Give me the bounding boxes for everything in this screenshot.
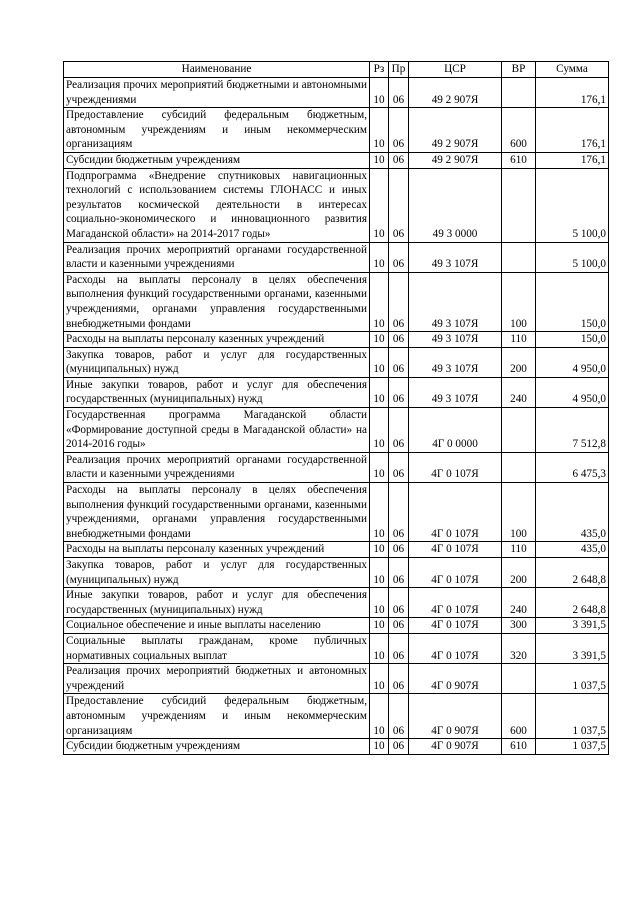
- row-vr: [502, 452, 536, 482]
- row-name: Иные закупки товаров, работ и услуг для обеспечения государственных (муниципальных) нужд: [64, 377, 370, 407]
- row-vr: [502, 78, 536, 108]
- row-pr: 06: [389, 242, 409, 272]
- row-rz: 10: [370, 542, 389, 558]
- table-row: [64, 78, 609, 108]
- row-sum: 1 037,5: [536, 664, 609, 694]
- row-csr: 4Г 0 107Я: [409, 618, 502, 634]
- table-header-row: [64, 62, 609, 78]
- row-sum: 435,0: [536, 542, 609, 558]
- row-name: Реализация прочих мероприятий органами государственной власти и казенными учреждениями: [64, 452, 370, 482]
- row-pr: 06: [389, 664, 409, 694]
- row-rz: 10: [370, 633, 389, 663]
- row-pr: 06: [389, 347, 409, 377]
- row-vr: 600: [502, 108, 536, 153]
- table-row: [64, 332, 609, 348]
- row-rz: 10: [370, 377, 389, 407]
- table-row: [64, 242, 609, 272]
- row-csr: 49 3 107Я: [409, 347, 502, 377]
- row-vr: 110: [502, 332, 536, 348]
- row-sum: 150,0: [536, 332, 609, 348]
- budget-table: [63, 61, 609, 755]
- table-body: [64, 78, 609, 755]
- row-vr: 100: [502, 272, 536, 331]
- row-pr: 06: [389, 542, 409, 558]
- row-sum: 5 100,0: [536, 242, 609, 272]
- row-sum: 150,0: [536, 272, 609, 331]
- table-row: [64, 558, 609, 588]
- row-csr: 4Г 0 907Я: [409, 664, 502, 694]
- row-sum: 3 391,5: [536, 618, 609, 634]
- table-row: [64, 483, 609, 542]
- row-vr: [502, 408, 536, 453]
- row-sum: 3 391,5: [536, 633, 609, 663]
- row-rz: 10: [370, 694, 389, 739]
- row-pr: 06: [389, 168, 409, 242]
- row-sum: 2 648,8: [536, 588, 609, 618]
- row-vr: 600: [502, 694, 536, 739]
- row-sum: 176,1: [536, 78, 609, 108]
- row-pr: 06: [389, 618, 409, 634]
- row-vr: 200: [502, 347, 536, 377]
- row-name: Расходы на выплаты персоналу в целях обеспечения выполнения функций государственными органами, казенными учреждениями, органами управления государственными внебюджетными фондами: [64, 483, 370, 542]
- row-rz: 10: [370, 108, 389, 153]
- table-row: [64, 408, 609, 453]
- row-rz: 10: [370, 588, 389, 618]
- row-sum: 435,0: [536, 483, 609, 542]
- row-csr: 49 2 907Я: [409, 152, 502, 168]
- row-rz: 10: [370, 483, 389, 542]
- row-rz: 10: [370, 332, 389, 348]
- table-row: [64, 108, 609, 153]
- row-pr: 06: [389, 452, 409, 482]
- row-csr: 4Г 0 107Я: [409, 452, 502, 482]
- table-row: [64, 542, 609, 558]
- row-name: Государственная программа Магаданской области «Формирование доступной среды в Магаданской области» на 2014-2016 годы»: [64, 408, 370, 453]
- row-csr: 4Г 0 907Я: [409, 739, 502, 755]
- row-rz: 10: [370, 242, 389, 272]
- row-rz: 10: [370, 78, 389, 108]
- row-pr: 06: [389, 694, 409, 739]
- table-row: [64, 272, 609, 331]
- row-vr: 610: [502, 739, 536, 755]
- row-pr: 06: [389, 332, 409, 348]
- row-name: Предоставление субсидий федеральным бюджетным, автономным учреждениям и иным некоммерческим организациям: [64, 108, 370, 153]
- row-vr: 240: [502, 377, 536, 407]
- row-vr: [502, 664, 536, 694]
- table-row: [64, 452, 609, 482]
- row-name: Расходы на выплаты персоналу казенных учреждений: [64, 542, 370, 558]
- row-rz: 10: [370, 408, 389, 453]
- row-name: Предоставление субсидий федеральным бюджетным, автономным учреждениям и иным некоммерческим организациям: [64, 694, 370, 739]
- row-sum: 176,1: [536, 108, 609, 153]
- table-row: [64, 588, 609, 618]
- row-vr: 200: [502, 558, 536, 588]
- row-csr: 49 3 107Я: [409, 332, 502, 348]
- row-pr: 06: [389, 588, 409, 618]
- row-pr: 06: [389, 108, 409, 153]
- row-sum: 4 950,0: [536, 347, 609, 377]
- row-pr: 06: [389, 739, 409, 755]
- row-pr: 06: [389, 408, 409, 453]
- row-csr: 49 2 907Я: [409, 78, 502, 108]
- row-name: Реализация прочих мероприятий бюджетными и автономными учреждениями: [64, 78, 370, 108]
- row-csr: 4Г 0 107Я: [409, 588, 502, 618]
- row-name: Закупка товаров, работ и услуг для государственных (муниципальных) нужд: [64, 558, 370, 588]
- row-vr: [502, 168, 536, 242]
- row-vr: 100: [502, 483, 536, 542]
- row-pr: 06: [389, 152, 409, 168]
- row-name: Подпрограмма «Внедрение спутниковых навигационных технологий с использованием системы ГЛОНАСС и иных результатов космической деятельности в интересах социально-экономического и инновационного развития Магаданской области» на 2014-2017 годы»: [64, 168, 370, 242]
- header-pr: Пр: [389, 62, 409, 78]
- table-row: [64, 694, 609, 739]
- row-csr: 4Г 0 107Я: [409, 633, 502, 663]
- row-vr: 110: [502, 542, 536, 558]
- row-pr: 06: [389, 377, 409, 407]
- header-rz: Рз: [370, 62, 389, 78]
- row-vr: 610: [502, 152, 536, 168]
- row-name: Расходы на выплаты персоналу казенных учреждений: [64, 332, 370, 348]
- row-csr: 49 3 107Я: [409, 242, 502, 272]
- row-rz: 10: [370, 558, 389, 588]
- table-row: [64, 168, 609, 242]
- row-vr: 300: [502, 618, 536, 634]
- row-rz: 10: [370, 618, 389, 634]
- row-rz: 10: [370, 664, 389, 694]
- row-csr: 4Г 0 907Я: [409, 694, 502, 739]
- row-vr: 320: [502, 633, 536, 663]
- row-sum: 7 512,8: [536, 408, 609, 453]
- row-name: Реализация прочих мероприятий органами государственной власти и казенными учреждениями: [64, 242, 370, 272]
- table-row: [64, 664, 609, 694]
- row-csr: 4Г 0 0000: [409, 408, 502, 453]
- row-pr: 06: [389, 272, 409, 331]
- row-name: Социальные выплаты гражданам, кроме публичных нормативных социальных выплат: [64, 633, 370, 663]
- header-name: Наименование: [64, 62, 370, 78]
- row-pr: 06: [389, 78, 409, 108]
- row-rz: 10: [370, 168, 389, 242]
- row-csr: 49 3 0000: [409, 168, 502, 242]
- table-row: [64, 377, 609, 407]
- table-row: [64, 633, 609, 663]
- table-row: [64, 152, 609, 168]
- row-sum: 1 037,5: [536, 739, 609, 755]
- row-name: Закупка товаров, работ и услуг для государственных (муниципальных) нужд: [64, 347, 370, 377]
- row-sum: 5 100,0: [536, 168, 609, 242]
- row-vr: [502, 242, 536, 272]
- row-sum: 2 648,8: [536, 558, 609, 588]
- row-sum: 176,1: [536, 152, 609, 168]
- row-rz: 10: [370, 272, 389, 331]
- row-csr: 49 3 107Я: [409, 272, 502, 331]
- row-rz: 10: [370, 347, 389, 377]
- row-name: Субсидии бюджетным учреждениям: [64, 739, 370, 755]
- row-name: Иные закупки товаров, работ и услуг для обеспечения государственных (муниципальных) нужд: [64, 588, 370, 618]
- row-rz: 10: [370, 739, 389, 755]
- row-csr: 4Г 0 107Я: [409, 483, 502, 542]
- row-pr: 06: [389, 483, 409, 542]
- row-csr: 49 2 907Я: [409, 108, 502, 153]
- row-name: Реализация прочих мероприятий бюджетных и автономных учреждений: [64, 664, 370, 694]
- row-csr: 4Г 0 107Я: [409, 542, 502, 558]
- header-csr: ЦСР: [409, 62, 502, 78]
- row-pr: 06: [389, 633, 409, 663]
- row-sum: 6 475,3: [536, 452, 609, 482]
- row-rz: 10: [370, 452, 389, 482]
- row-sum: 4 950,0: [536, 377, 609, 407]
- row-pr: 06: [389, 558, 409, 588]
- row-csr: 4Г 0 107Я: [409, 558, 502, 588]
- table-row: [64, 347, 609, 377]
- table-row: [64, 618, 609, 634]
- row-name: Социальное обеспечение и иные выплаты населению: [64, 618, 370, 634]
- row-name: Расходы на выплаты персоналу в целях обеспечения выполнения функций государственными органами, казенными учреждениями, органами управления государственными внебюджетными фондами: [64, 272, 370, 331]
- row-vr: 240: [502, 588, 536, 618]
- header-vr: ВР: [502, 62, 536, 78]
- row-name: Субсидии бюджетным учреждениям: [64, 152, 370, 168]
- table-row: [64, 739, 609, 755]
- header-sum: Сумма: [536, 62, 609, 78]
- row-csr: 49 3 107Я: [409, 377, 502, 407]
- row-sum: 1 037,5: [536, 694, 609, 739]
- row-rz: 10: [370, 152, 389, 168]
